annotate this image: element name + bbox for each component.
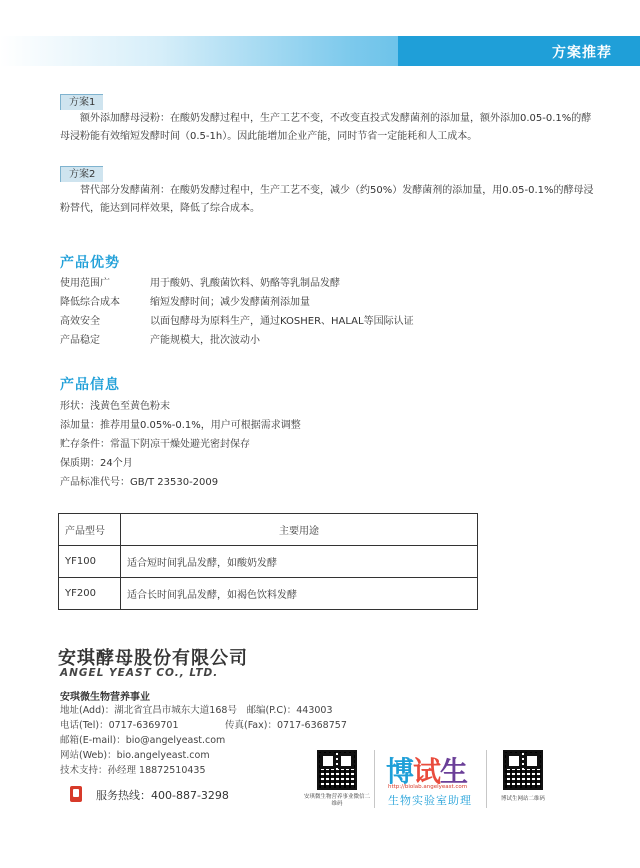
- advantage-label: 降低综合成本: [60, 297, 120, 308]
- contact-address: 地址(Add)：湖北省宜昌市城东大道168号 邮编(P.C)：443003: [60, 705, 333, 716]
- advantage-label: 产品稳定: [60, 335, 100, 346]
- contact-phone-row: [60, 717, 347, 731]
- table-header-model: 产品型号: [59, 514, 121, 546]
- info-line-dosage: 添加量：推荐用量0.05%-0.1%，用户可根据需求调整: [60, 420, 301, 431]
- contact-fax: 传真(Fax)：0717-6368757: [225, 720, 347, 731]
- advantage-value: 产能规模大，批次波动小: [150, 335, 260, 346]
- table-row: [59, 578, 478, 610]
- table-header-usage: 主要用途: [121, 514, 478, 546]
- contact-tel: 电话(Tel)：0717-6369701: [60, 720, 179, 731]
- advantages-title: 产品优势: [60, 255, 120, 271]
- bsl-logo-char: 试: [413, 755, 441, 788]
- scheme-1-text: 额外添加酵母浸粉：在酸奶发酵过程中，生产工艺不变，不改变直投式发酵菌剂的添加量，额外添加0.05-0.1%的酵母浸粉能有效缩短发酵时间（0.5-1h）。因此能增加企业产能，同时节省一定能耗和人工成本。: [60, 113, 592, 142]
- bsl-logo-char: 博: [386, 755, 414, 788]
- bsl-slogan: 生物实验室助理: [388, 794, 472, 807]
- division-name: 安琪微生物营养事业: [60, 692, 150, 703]
- divider: [486, 750, 487, 808]
- contact-support: 技术支持：孙经理 18872510435: [60, 765, 206, 776]
- scheme-1-tag: 方案1: [60, 94, 103, 110]
- product-table: [58, 513, 478, 610]
- company-name-en: ANGEL YEAST CO., LTD.: [60, 667, 219, 679]
- info-line-shelf-life: 保质期：24个月: [60, 458, 133, 469]
- advantage-value: 用于酸奶、乳酸菌饮料、奶酪等乳制品发酵: [150, 278, 340, 289]
- advantage-value: 缩短发酵时间；减少发酵菌剂添加量: [150, 297, 310, 308]
- bsl-url[interactable]: http://biolab.angelyeast.com: [388, 784, 468, 790]
- table-cell-model: YF100: [59, 546, 121, 578]
- info-line-storage: 贮存条件：常温下阴凉干燥处避光密封保存: [60, 439, 250, 450]
- bsl-logo-char: 生: [440, 755, 468, 788]
- table-cell-usage: 适合长时间乳品发酵，如褐色饮料发酵: [121, 578, 478, 610]
- advantage-value: 以面包酵母为原料生产，通过KOSHER、HALAL等国际认证: [150, 316, 414, 327]
- service-hotline: 服务热线：400-887-3298: [96, 789, 229, 802]
- info-line-shape: 形状：浅黄色至黄色粉末: [60, 401, 170, 412]
- table-cell-usage: 适合短时间乳品发酵，如酸奶发酵: [121, 546, 478, 578]
- advantage-label: 高效安全: [60, 316, 100, 327]
- company-name-cn: 安琪酵母股份有限公司: [58, 648, 248, 669]
- table-row: [59, 546, 478, 578]
- advantage-label: 使用范围广: [60, 278, 110, 289]
- contact-web[interactable]: 网站(Web)：bio.angelyeast.com: [60, 750, 210, 761]
- phone-icon: [70, 786, 82, 802]
- table-header-row: [59, 514, 478, 546]
- website-qr-caption: 博试生网站二维码: [500, 796, 545, 802]
- info-title: 产品信息: [60, 377, 120, 393]
- wechat-qr-code: [317, 750, 357, 790]
- divider: [374, 750, 375, 808]
- wechat-qr-caption: 安琪微生物营养事业微信二维码: [303, 794, 370, 807]
- scheme-2-tag: 方案2: [60, 166, 103, 182]
- table-cell-model: YF200: [59, 578, 121, 610]
- website-qr-code: [503, 750, 543, 790]
- scheme-2-text: 替代部分发酵菌剂：在酸奶发酵过程中，生产工艺不变，减少（约50%）发酵菌剂的添加量，用0.05-0.1%的酵母浸粉替代，能达到同样效果，降低了综合成本。: [60, 185, 594, 214]
- contact-email[interactable]: 邮箱(E-mail)：bio@angelyeast.com: [60, 735, 226, 746]
- info-line-standard: 产品标准代号：GB/T 23530-2009: [60, 477, 219, 488]
- page-title: 方案推荐: [552, 45, 612, 61]
